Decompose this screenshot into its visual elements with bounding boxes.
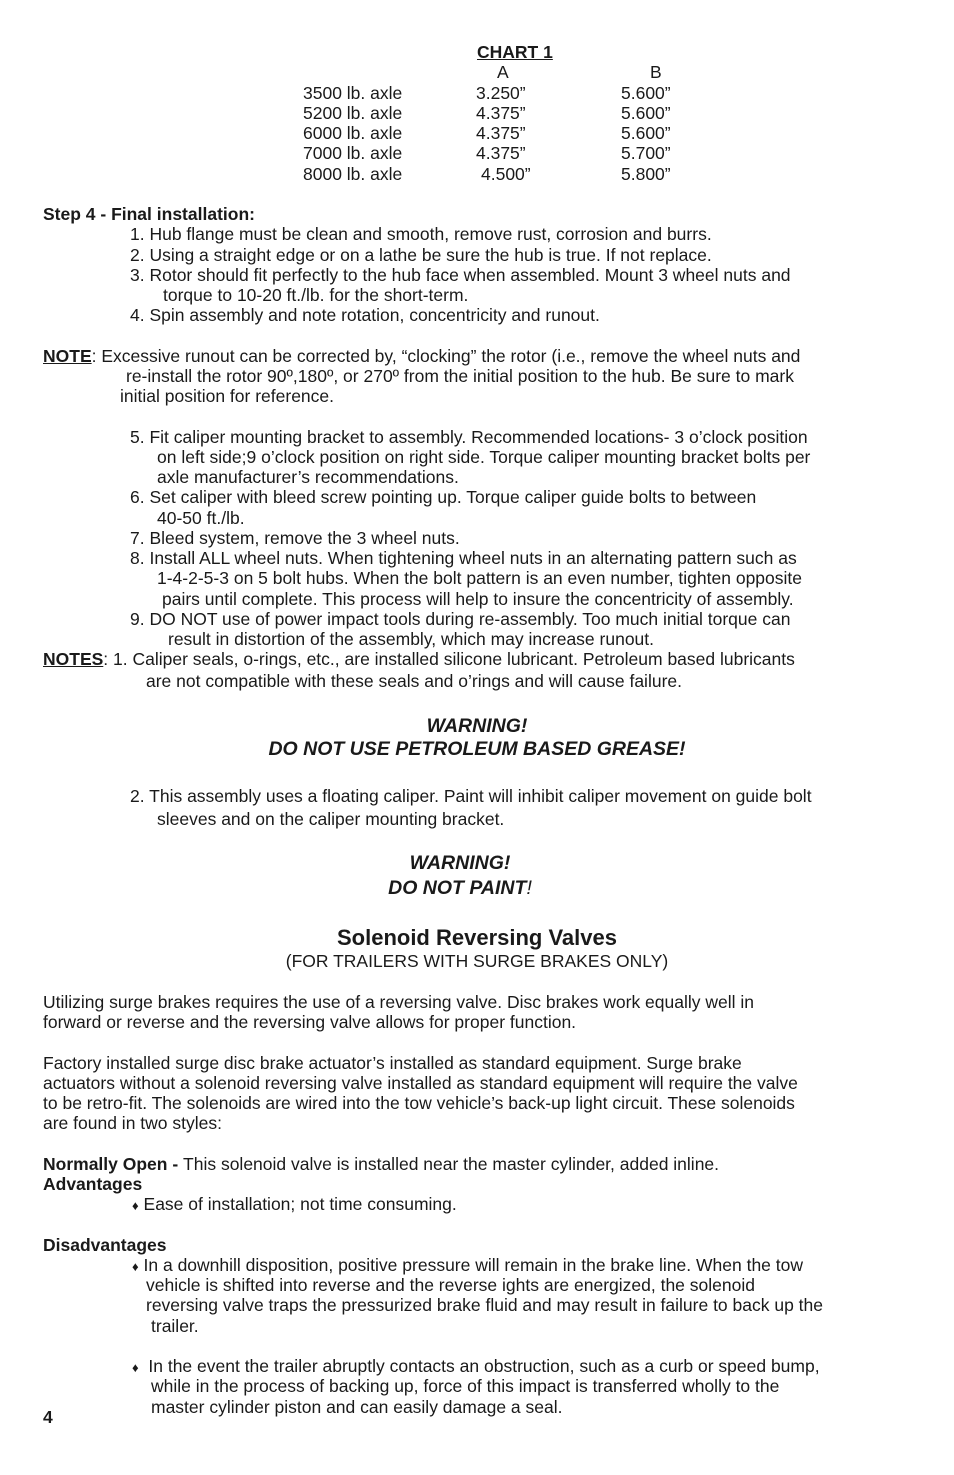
chart-col-b-header: B [650, 62, 662, 82]
disadvantage-line: reversing valve traps the pressurized brake fluid and may result in failure to back up the [146, 1295, 824, 1315]
step4-heading: Step 4 - Final installation: [43, 204, 255, 224]
paragraph-line: actuators without a solenoid reversing valve installed as standard equipment will require the valve [43, 1073, 798, 1093]
normally-open-label: Normally Open - [43, 1154, 184, 1174]
chart-row-axle: 5200 lb. axle [303, 103, 403, 123]
notes-text: : 1. Caliper seals, o-rings, etc., are installed silicone lubricant. Petroleum based lubricants [103, 649, 795, 669]
chart-row-b: 5.600” [621, 103, 671, 123]
notes-line: are not compatible with these seals and o’rings and will cause failure. [146, 671, 682, 691]
paragraph-line: to be retro-fit. The solenoids are wired into the tow vehicle’s back-up light circuit. These solenoids [43, 1093, 795, 1113]
disadvantage-line: vehicle is shifted into reverse and the reverse ights are energized, the solenoid [146, 1275, 755, 1295]
paragraph-line: Utilizing surge brakes requires the use of a reversing valve. Disc brakes work equally well in [43, 992, 755, 1012]
paragraph-line: are found in two styles: [43, 1113, 222, 1133]
disadvantages-heading: Disadvantages [43, 1235, 167, 1255]
step-line: 9. DO NOT use of power impact tools during re-assembly. Too much initial torque can [130, 609, 791, 629]
disadvantage-item [132, 1356, 820, 1378]
chart-row-b: 5.800” [621, 164, 671, 184]
chart-row-b: 5.600” [621, 123, 671, 143]
note-line: re-install the rotor 90º,180º, or 270º from the initial position to the hub. Be sure to mark [126, 366, 794, 386]
bullet-icon: ♦ [132, 1360, 139, 1375]
paragraph-line: forward or reverse and the reversing valve allows for proper function. [43, 1012, 577, 1032]
step-line: 8. Install ALL wheel nuts. When tightening wheel nuts in an alternating pattern such as [130, 548, 797, 568]
bullet-icon: ♦ [132, 1259, 139, 1274]
chart-title: CHART 1 [477, 42, 553, 62]
chart-row-axle: 7000 lb. axle [303, 143, 403, 163]
chart-row-a: 4.375” [476, 143, 526, 163]
step4-line: torque to 10-20 ft./lb. for the short-term. [163, 285, 469, 305]
step-line: 40-50 ft./lb. [157, 508, 245, 528]
note-text: : Excessive runout can be corrected by, “clocking” the rotor (i.e., remove the wheel nuts and [91, 346, 801, 366]
chart-row-a: 3.250” [476, 83, 526, 103]
note-label: NOTE [43, 346, 92, 366]
chart-row-a: 4.375” [476, 103, 526, 123]
chart-row-b: 5.600” [621, 83, 671, 103]
warning-text [0, 877, 920, 899]
section-title: Solenoid Reversing Valves [336, 925, 617, 950]
step4-line: 3. Rotor should fit perfectly to the hub face when assembled. Mount 3 wheel nuts and [130, 265, 791, 285]
warning-heading: WARNING! [409, 852, 511, 874]
notes-paragraph [43, 649, 795, 669]
advantage-item [132, 1194, 457, 1216]
section-subtitle: (FOR TRAILERS WITH SURGE BRAKES ONLY) [285, 951, 669, 971]
chart-row-b: 5.700” [621, 143, 671, 163]
step-line: 5. Fit caliper mounting bracket to assembly. Recommended locations- 3 o’clock position [130, 427, 808, 447]
chart-row-a: 4.375” [476, 123, 526, 143]
note-paragraph [43, 346, 800, 366]
chart-row-axle: 6000 lb. axle [303, 123, 403, 143]
disadvantage-text: In a downhill disposition, positive pressure will remain in the brake line. When the tow [143, 1255, 804, 1275]
warning-text: DO NOT USE PETROLEUM BASED GREASE! [268, 738, 686, 760]
disadvantage-item [132, 1255, 803, 1277]
note-line: initial position for reference. [120, 386, 334, 406]
disadvantage-text: In the event the trailer abruptly contacts an obstruction, such as a curb or speed bump, [148, 1356, 820, 1376]
notes-label: NOTES [43, 649, 104, 669]
step-line: 1-4-2-5-3 on 5 bolt hubs. When the bolt pattern is an even number, tighten opposite [157, 568, 802, 588]
step4-line: 2. Using a straight edge or on a lathe be sure the hub is true. If not replace. [130, 245, 712, 265]
step4-line: 1. Hub flange must be clean and smooth, remove rust, corrosion and burrs. [130, 224, 712, 244]
warning-text-end: ! [526, 877, 532, 899]
warning-text-main: DO NOT PAINT [388, 877, 527, 899]
disadvantage-line: trailer. [151, 1316, 199, 1336]
step-line: axle manufacturer’s recommendations. [157, 467, 459, 487]
disadvantage-line: while in the process of backing up, force of this impact is transferred wholly to the [151, 1376, 780, 1396]
normally-open-line [43, 1154, 719, 1174]
step-line: pairs until complete. This process will help to insure the concentricity of assembly. [162, 589, 794, 609]
chart-row-a: 4.500” [481, 164, 531, 184]
step-line: 7. Bleed system, remove the 3 wheel nuts. [130, 528, 460, 548]
step-line: result in distortion of the assembly, which may increase runout. [168, 629, 655, 649]
step-line: 6. Set caliper with bleed screw pointing up. Torque caliper guide bolts to between [130, 487, 757, 507]
normally-open-text: This solenoid valve is installed near the master cylinder, added inline. [183, 1154, 720, 1174]
page-number: 4 [43, 1407, 53, 1427]
chart-col-a-header: A [497, 62, 509, 82]
paragraph-line: Factory installed surge disc brake actuator’s installed as standard equipment. Surge brake [43, 1053, 742, 1073]
step4-line: 4. Spin assembly and note rotation, concentricity and runout. [130, 305, 600, 325]
bullet-icon: ♦ [132, 1198, 139, 1213]
disadvantage-line: master cylinder piston and can easily damage a seal. [151, 1397, 563, 1417]
note2-line: 2. This assembly uses a floating caliper. Paint will inhibit caliper movement on guide bolt [130, 786, 812, 806]
chart-row-axle: 8000 lb. axle [303, 164, 403, 184]
step-line: on left side;9 o’clock position on right side. Torque caliper mounting bracket bolts per [157, 447, 811, 467]
advantages-heading: Advantages [43, 1174, 143, 1194]
advantage-text: Ease of installation; not time consuming. [143, 1194, 457, 1214]
warning-heading: WARNING! [426, 715, 528, 737]
note2-line: sleeves and on the caliper mounting bracket. [157, 809, 505, 829]
chart-row-axle: 3500 lb. axle [303, 83, 403, 103]
